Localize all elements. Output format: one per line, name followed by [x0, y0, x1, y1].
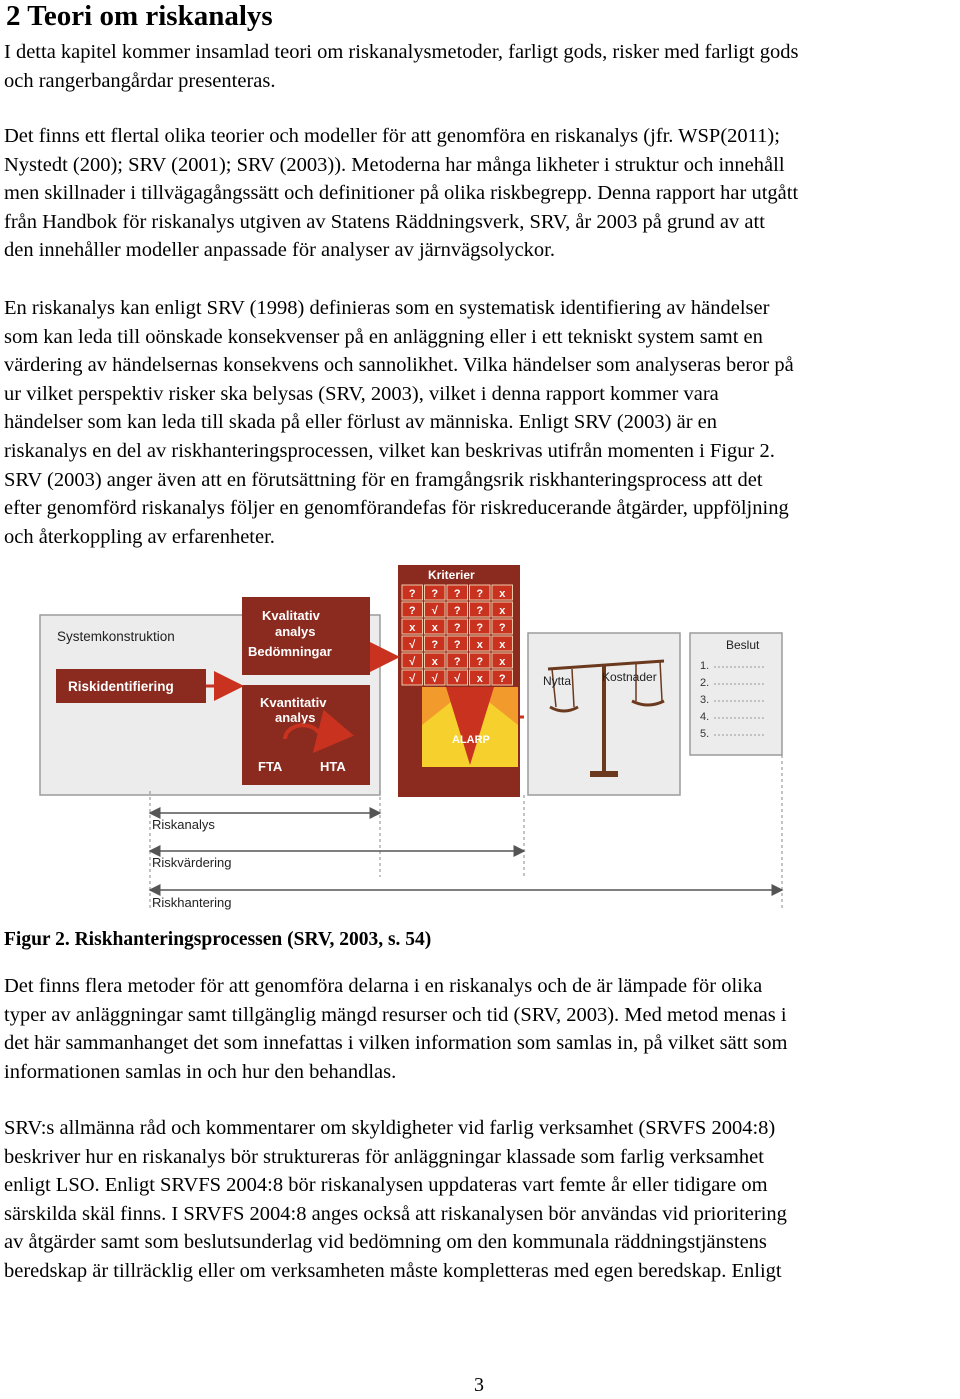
grid-symbol: ?: [408, 588, 416, 600]
page-number: 3: [474, 1374, 484, 1396]
alarp-label: ALARP: [452, 734, 490, 746]
risk-management-figure: [0, 557, 960, 925]
paragraph-methods: [4, 122, 960, 265]
riskanalys-label: Riskanalys: [152, 817, 215, 832]
text-line: En riskanalys kan enligt SRV (1998) definieras som en systematisk identifiering av händelser: [4, 297, 770, 319]
text-line: men skillnader i tillvägagångssätt och definitioner på olika riskbegrepp. Denna rapport har utgått: [4, 182, 799, 205]
grid-symbol: ?: [431, 588, 439, 600]
grid-symbol: ?: [453, 656, 461, 668]
beslut-item: 4.: [700, 711, 710, 723]
text-line: ur vilket perspektiv risker ska belysas (SRV, 2003), vilket i denna rapport kommer vara: [4, 382, 719, 405]
chapter-heading: 2 Teori om riskanalys: [6, 0, 273, 32]
grid-symbol: x: [431, 622, 438, 634]
grid-symbol: x: [409, 622, 416, 634]
riskidentifiering-label: Riskidentifiering: [68, 679, 174, 694]
text-line: efter genomförd riskanalys följer en genomförandefas för riskreducerande åtgärder, uppföljning: [4, 497, 789, 520]
grid-symbol: √: [431, 673, 438, 685]
text-line: SRV (2003) anger även att en förutsättning för en framgångsrik riskhanteringsprocess att det: [4, 468, 763, 491]
beslut-item: 5.: [700, 728, 710, 740]
grid-symbol: ?: [453, 588, 461, 600]
text-line: som kan leda till oönskade konsekvenser på en anläggning eller i ett tekniskt system samt en: [4, 325, 763, 348]
paragraph-intro: [4, 38, 960, 95]
grid-symbol: x: [476, 639, 483, 651]
text-line: från Handbok för riskanalys utgiven av Statens Räddningsverk, SRV, år 2003 på grund av att: [4, 210, 765, 233]
kriterier-label: Kriterier: [428, 568, 475, 582]
grid-symbol: ?: [431, 639, 439, 651]
text-line: I detta kapitel kommer insamlad teori om riskanalysmetoder, farligt gods, risker med farligt gods: [4, 41, 799, 63]
text-line: riskanalys en del av riskhanteringsprocessen, vilket kan beskrivas utifrån momenten i Figur 2.: [4, 439, 775, 462]
text-line: och rangerbangårdar presenteras.: [4, 69, 276, 92]
riskhantering-label: Riskhantering: [152, 895, 232, 910]
paragraph-srvfs: [4, 1114, 960, 1286]
grid-symbol: ?: [476, 656, 484, 668]
beslut-item: 2.: [700, 677, 710, 689]
beslut-label: Beslut: [726, 638, 760, 652]
text-line: värdering av händelsernas konsekvens och sannolikhet. Vilka händelser som analyseras beror på: [4, 354, 794, 377]
grid-symbol: ?: [408, 605, 416, 617]
paragraph-methods-types: [4, 972, 960, 1086]
kvantitativ-label: Kvantitativ: [260, 695, 327, 710]
text-line: av åtgärder samt som beslutsunderlag vid bedömning om den kommunala räddningstjänstens: [4, 1231, 767, 1254]
text-line: typer av anläggningar samt tillgänglig mängd resurser och tid (SRV, 2003). Med metod menas i: [4, 1003, 787, 1026]
kvalitativ-label: Kvalitativ: [262, 608, 320, 623]
text-line: beskriver hur en riskanalys bör struktureras för anläggningar klassade som farlig verksamhet: [4, 1145, 764, 1168]
hta-label: HTA: [320, 759, 346, 774]
systemkonstruktion-label: Systemkonstruktion: [57, 629, 175, 644]
text-line: och återkoppling av erfarenheter.: [4, 525, 275, 548]
grid-symbol: x: [499, 656, 506, 668]
grid-symbol: √: [409, 639, 416, 651]
text-line: Det finns flera metoder för att genomföra delarna i en riskanalys och de är lämpade för olika: [4, 975, 763, 997]
grid-symbol: ?: [453, 622, 461, 634]
figure-caption: Figur 2. Riskhanteringsprocessen (SRV, 2003, s. 54): [4, 929, 432, 950]
text-line: informationen samlas in och hur den behandlas.: [4, 1060, 397, 1083]
grid-symbol: x: [431, 656, 438, 668]
text-line: händelser som kan leda till skada på eller förlust av människa. Enligt SRV (2003) är en: [4, 411, 718, 434]
grid-symbol: ?: [476, 622, 484, 634]
grid-symbol: ?: [498, 622, 506, 634]
grid-symbol: ?: [498, 673, 506, 685]
text-line: Nystedt (200); SRV (2001); SRV (2003)). Metoderna har många likheter i struktur och innehåll: [4, 153, 785, 176]
text-line: beredskap är tillräcklig eller om verksamheten måste kompletteras med egen beredskap. Enligt: [4, 1259, 782, 1282]
text-line: särskilda skäl finns. I SRVFS 2004:8 anges också att riskanalysen bör användas vid prioritering: [4, 1202, 787, 1225]
text-line: enligt LSO. Enligt SRVFS 2004:8 bör riskanalysen uppdateras vart femte år eller tidigare om: [4, 1174, 768, 1197]
text-line: Det finns ett flertal olika teorier och modeller för att genomföra en riskanalys (jfr. WSP(2011);: [4, 125, 780, 147]
kvantitativ-analys-label: analys: [275, 710, 316, 725]
grid-symbol: ?: [476, 605, 484, 617]
scale-base: [590, 771, 618, 777]
grid-symbol: x: [499, 605, 506, 617]
nytta-label: Nytta: [543, 674, 572, 688]
kvalitativ-analys-label: analys: [275, 624, 316, 639]
grid-symbol: ?: [453, 639, 461, 651]
riskvardering-label: Riskvärdering: [152, 855, 232, 870]
beslut-item: 3.: [700, 694, 710, 706]
beslut-item: 1.: [700, 660, 710, 672]
text-line: SRV:s allmänna råd och kommentarer om skyldigheter vid farlig verksamhet (SRVFS 2004:8): [4, 1117, 776, 1139]
kostnader-label: Kostnader: [602, 670, 657, 684]
grid-symbol: ?: [453, 605, 461, 617]
grid-symbol: x: [499, 588, 506, 600]
grid-symbol: √: [409, 656, 416, 668]
grid-symbol: √: [454, 673, 461, 685]
text-line: den innehåller modeller anpassade för analyser av järnvägsolyckor.: [4, 239, 556, 262]
bedomningar-label: Bedömningar: [248, 644, 332, 659]
paragraph-definition: [4, 294, 960, 551]
grid-symbol: √: [409, 673, 416, 685]
grid-symbol: √: [431, 605, 438, 617]
grid-symbol: ?: [476, 588, 484, 600]
grid-symbol: x: [476, 673, 483, 685]
grid-symbol: x: [499, 639, 506, 651]
fta-label: FTA: [258, 759, 283, 774]
text-line: det här sammanhanget det som innefattas i vilken information som samlas in, på vilket sätt som: [4, 1032, 788, 1055]
